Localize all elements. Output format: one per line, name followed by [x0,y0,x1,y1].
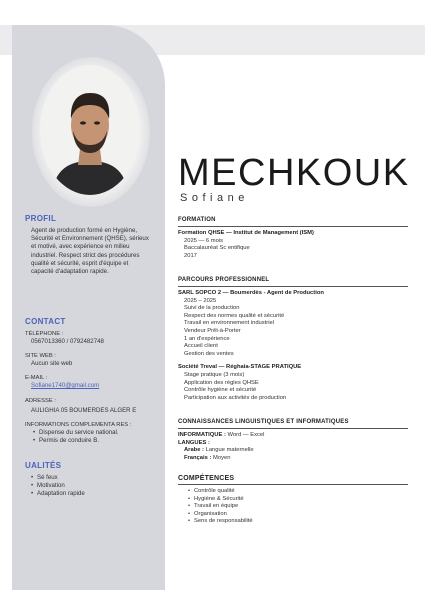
arabe-label: Arabe : [184,447,204,454]
competences-title: COMPÉTENCES [178,475,408,485]
email-link[interactable]: Sofiane1740@gmail.com [31,382,100,390]
list-item: Contrôle hygiène et sécurité [184,387,257,394]
competences-section [178,475,408,526]
site-label: SITE WEB : [25,353,56,360]
competences-list [178,488,408,526]
list-item: • Sens de responsabilité [188,518,408,526]
formation-line: Baccalauréat Sc entifique [184,245,250,252]
address-label: ADRESSE : [25,397,56,404]
francais-label: Français : [184,454,212,461]
profile-text: Agent de production formé en Hygiène, Sécurité et Environnement (QHSE), sérieux et motivé, avec expérience en milieu industriel. Respect strict des procédures qualité et sécurité, esprit d'équipe et capacité d'adaptation rapide. [31,227,149,276]
job1-years: 2025 – 2025 [184,297,217,304]
site-value: Aucun site web [31,360,73,368]
list-item: • Dispense du service national. [33,429,160,437]
list-item: 1 an d'expérience [184,335,230,342]
profile-photo [40,65,140,195]
parcours-section [178,277,408,402]
info-list [25,429,160,445]
list-item: Gestion des ventes [184,350,234,357]
list-item: Travail en environnement industriel [184,320,275,327]
last-name: MECHKOUK [178,152,410,194]
list-item: • Motivation [31,482,160,490]
langues-section [178,419,408,462]
phone-value: 0567013360 / 0792482748 [31,338,104,345]
info-label: INFORMATIONS COMPLEMENTA RES : [25,421,132,428]
first-name: Sofiane [180,192,249,204]
list-item: • Permis de conduire B. [33,437,160,445]
profile-title: PROFIL [25,214,57,223]
list-item: Participation aux activités de production [184,394,287,401]
address-value: AULIGHIA 05 BOUMERDES ALGER E [31,406,137,414]
list-item: Stage pratique (3 mois) [184,372,245,379]
formation-line: 2017 [184,252,197,259]
email-label: E-MAIL : [25,375,48,382]
qualities-title: UALITÉS [25,461,62,470]
info-value: Word — Excel [227,432,265,439]
contact-section [25,318,160,444]
list-item: Suivi de la production [184,305,240,312]
formation-title: FORMATION [178,217,408,227]
contact-title: CONTACT [25,317,66,326]
list-item: Respect des normes qualité et sécurité [184,312,285,319]
arabe-value: Langue maternelle [205,447,254,454]
list-item: • Travail en équipe [188,503,408,511]
qualities-list [25,474,160,497]
list-item: • Organisation [188,511,408,519]
qualities-section [25,462,160,497]
list-item: • Sé feux [31,474,160,482]
langues-label: LANGUES : [178,439,210,446]
phone-label: TÉLÉPHONE : [25,331,64,337]
list-item: Accueil client [184,343,218,350]
list-item: Vendeur Prêt-à-Porter [184,328,241,335]
formation-line: 2025 — 6 mois [184,237,223,244]
list-item: • Hygiène & Sécurité [188,496,408,504]
profile-section [25,215,160,276]
list-item: • Adaptation rapide [31,490,160,498]
job1-title: SARL SOPCO 2 — Boumerdès - Agent de Production [178,290,324,297]
person-portrait-icon [40,65,140,195]
parcours-title: PARCOURS PROFESSIONNEL [178,277,408,287]
formation-section [178,217,408,260]
francais-value: Moyen [213,454,231,461]
info-label: INFORMATIQUE : [178,432,226,439]
job2-title: Société Treval — Réghaia-STAGE PRATIQUE [178,364,302,371]
list-item: • Contrôle qualité [188,488,408,496]
list-item: Application des règles QHSE [184,379,259,386]
langues-title: CONNAISSANCES LINGUISTIQUES ET INFORMATIQUES [178,419,408,429]
formation-line: Formation QHSE — Institut de Management (ISM) [178,230,314,237]
